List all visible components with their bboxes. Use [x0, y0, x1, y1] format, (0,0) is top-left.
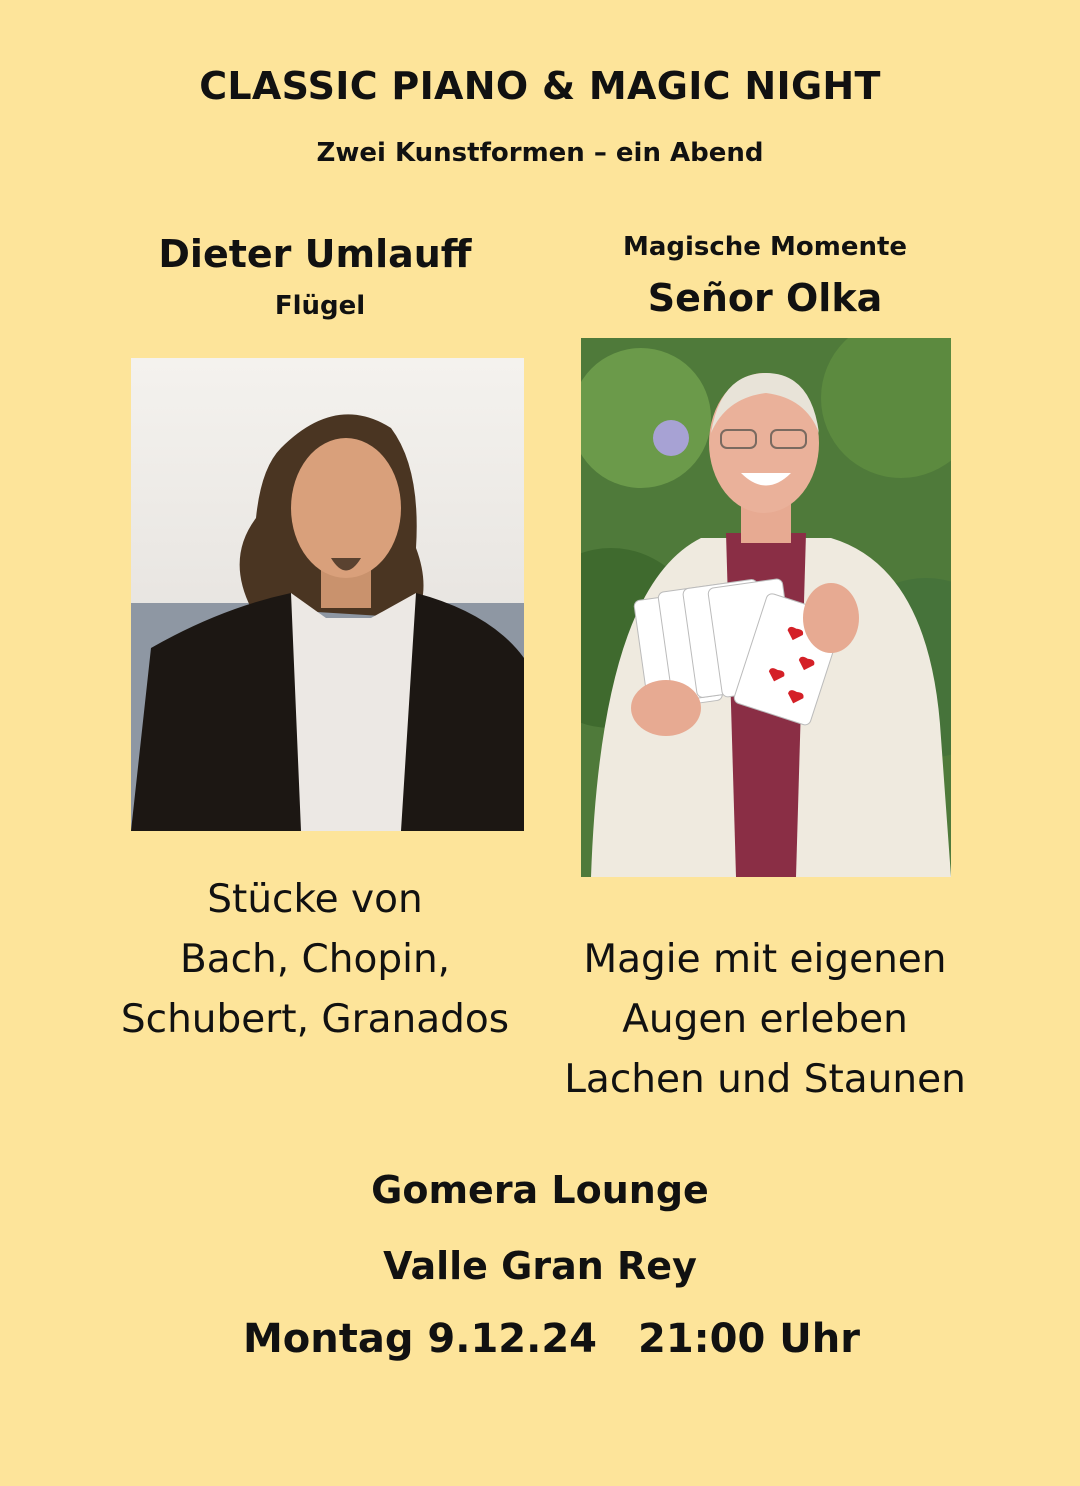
magician-tagline: Magische Momente	[622, 232, 908, 262]
poster-subtitle: Zwei Kunstformen – ein Abend	[316, 138, 764, 168]
poster-title: CLASSIC PIANO & MAGIC NIGHT	[199, 64, 881, 108]
pianist-photo	[131, 358, 524, 831]
event-time: 21:00 Uhr	[638, 1316, 860, 1362]
venue-location: Valle Gran Rey	[383, 1244, 697, 1288]
pianist-description-line: Schubert, Granados	[120, 997, 510, 1042]
magician-photo	[581, 338, 951, 877]
magician-description-line: Lachen und Staunen	[564, 1057, 966, 1102]
magician-name: Señor Olka	[647, 276, 883, 320]
pianist-name: Dieter Umlauff	[158, 232, 472, 276]
venue-name: Gomera Lounge	[371, 1168, 709, 1212]
pianist-role: Flügel	[274, 291, 366, 321]
magician-description-line: Magie mit eigenen	[583, 937, 947, 982]
pianist-description-line: Stücke von	[207, 877, 423, 922]
event-date: Montag 9.12.24	[243, 1316, 597, 1362]
pianist-description-line: Bach, Chopin,	[179, 937, 451, 982]
magician-description	[545, 930, 985, 1110]
magician-description-line: Augen erleben	[622, 997, 908, 1042]
pianist-description	[100, 870, 530, 1050]
